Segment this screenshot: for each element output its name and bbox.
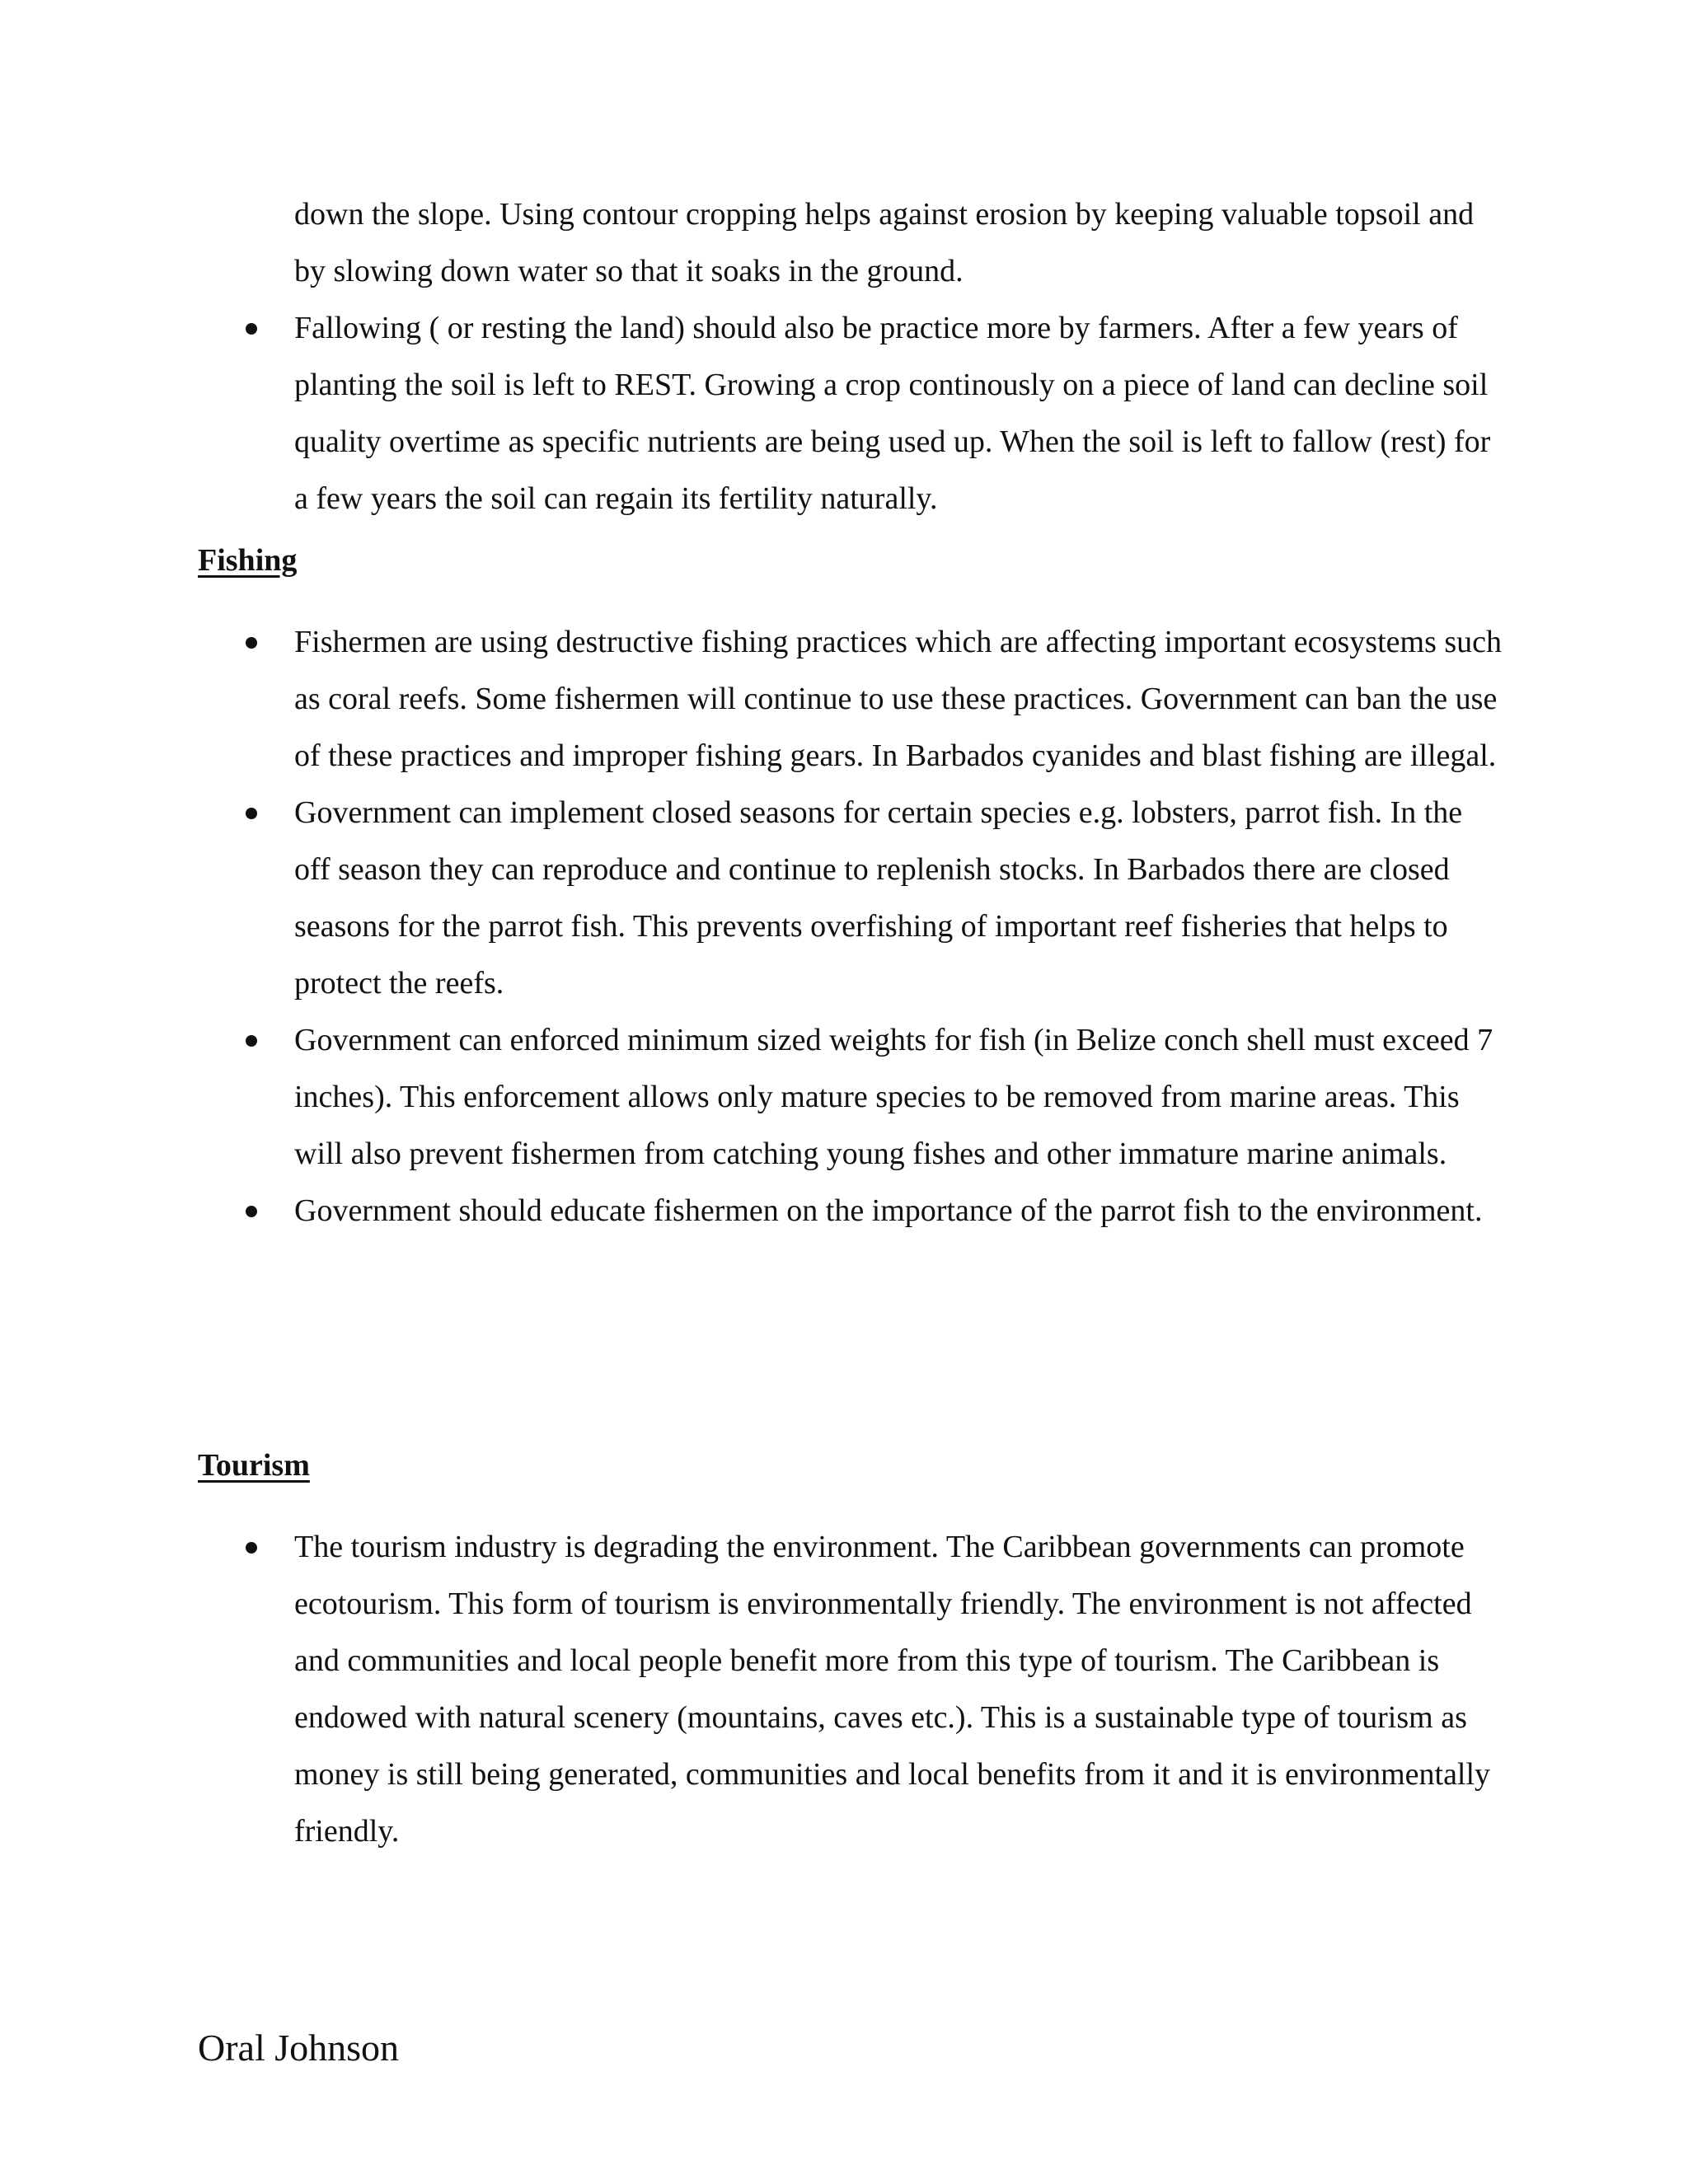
list-item-text: Government can implement closed seasons for certain species e.g. lobsters, parrot fish. In the off season they can reproduce and continue to replenish stocks. In Barbados there are closed seasons for the parrot fish. This prevents overfishing of important reef fisheries that helps to protect the reefs. [294,795,1463,1001]
list-item-text: Fallowing ( or resting the land) should also be practice more by farmers. After a few years of planting the soil is left to REST. Growing a crop continously on a piece of land can decline soil quality overtime as specific nutrients are being used up. When the soil is left to fallow (rest) for a few years the soil can regain its fertility naturally. [294,311,1491,516]
list-item [0,1183,1506,1240]
section-heading-fishing: Fishing [198,543,298,578]
list-item-text: Government can enforced minimum sized weights for fish (in Belize conch shell must exceed 7 inches). This enforcement allows only mature species to be removed from marine areas. This will also prevent fishermen from catching young fishes and other immature marine animals. [294,1023,1493,1171]
bullet-icon [246,323,257,335]
bullet-icon [246,637,257,649]
list-item-text: Fishermen are using destructive fishing practices which are affecting important ecosystems such as coral reefs. Some fishermen will continue to use these practices. Government can ban the use of these practices and improper fishing gears. In Barbados cyanides and blast fishing are illegal. [294,625,1503,773]
bullet-icon [246,1035,257,1047]
paragraph-continuation: down the slope. Using contour cropping helps against erosion by keeping valuable topsoil and by slowing down water so that it soaks in the ground. [294,197,1475,288]
list-item [0,785,1506,1012]
section-heading-tourism: Tourism [198,1448,310,1483]
intro-bullet-list [0,300,1688,527]
list-item-text: The tourism industry is degrading the environment. The Caribbean governments can promote ecotourism. This form of tourism is environmentally friendly. The environment is not affected and communities and local people benefit more from this type of tourism. The Caribbean is endowed with natural scenery (mountains, caves etc.). This is a sustainable type of tourism as money is still being generated, communities and local benefits from it and it is environmentally friendly. [294,1530,1491,1849]
list-item-text: Government should educate fishermen on the importance of the parrot fish to the environment. [294,1193,1483,1228]
list-item [0,1012,1506,1183]
list-item [0,1519,1506,1860]
bullet-icon [246,1542,257,1554]
bullet-icon [246,808,257,819]
list-item [0,300,1506,527]
fishing-bullet-list [0,614,1688,1240]
footer-author: Oral Johnson [198,2027,400,2069]
list-item [0,614,1506,785]
bullet-icon [246,1206,257,1217]
tourism-bullet-list [0,1519,1688,1860]
